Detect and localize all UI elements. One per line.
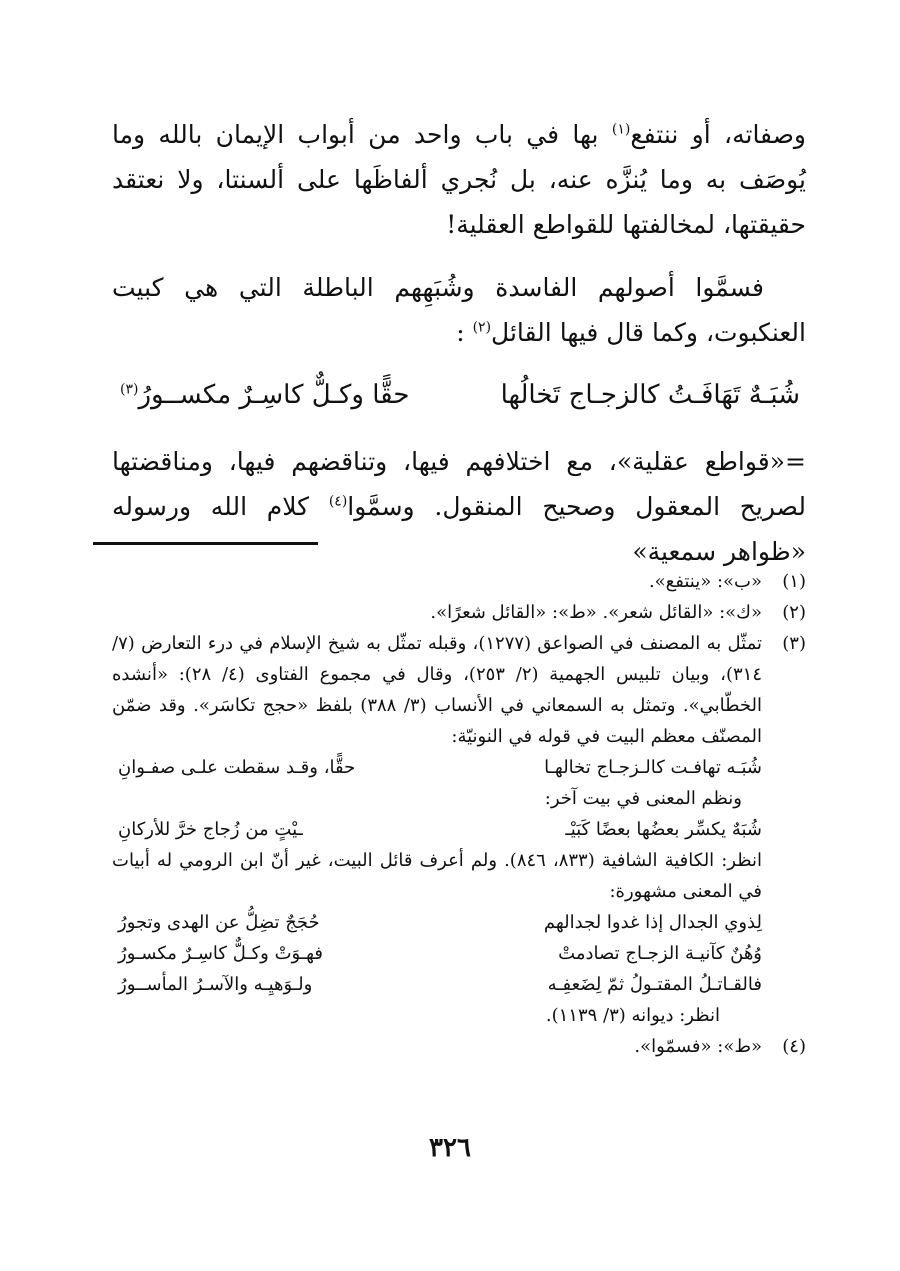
footnote-ref-1: (١): [611, 121, 631, 138]
verse-hemistich: حقًّا، وقـد سقطت علـى صفـوانِ: [118, 757, 356, 778]
footnote-number: (٤): [782, 1036, 806, 1057]
verse-hemistich: فالقـاتـلُ المقتـولُ ثمّ لِضَعفِـه: [547, 974, 762, 995]
paragraph-1-text-a: وصفاته، أو ننتفع: [630, 120, 807, 149]
footnotes: [112, 566, 806, 1062]
verse-second-hemistich: حقًّا وكـلٌّ كاسِـرٌ مكســورُ: [138, 380, 410, 410]
footnote-4: [112, 1031, 806, 1062]
footnote-1: [112, 566, 806, 597]
footnote-verse: [112, 938, 762, 969]
paragraph-2-text-b: :: [456, 318, 473, 347]
verse-hemistich: ـيْتٍ من زُجاج خرَّ للأركانِ: [118, 819, 303, 840]
verse-hemistich: ولـوَهيِـه والآسـرُ المأســورُ: [118, 974, 313, 995]
footnote-ref-2: (٢): [472, 319, 492, 336]
footnote-verse: [112, 969, 762, 1000]
footnote-text: «ك»: «القائل شعر». «ط»: «القائل شعرًا».: [430, 602, 762, 623]
paragraph-1: [112, 112, 806, 247]
verse-second-hemistich-wrap: [120, 371, 409, 419]
paragraph-2-text-a: فسمَّوا أصولهم الفاسدة وشُبَهِهم الباطلة التي هي كبيت العنكبوت، وكما قال فيها القائل: [112, 273, 806, 347]
verse-hemistich: شُبَهٌ يكسِّر بعضُها بعضًا كَبَيْـ: [565, 819, 762, 840]
footnote-number: (٣): [782, 633, 806, 654]
footnote-verse: [112, 752, 762, 783]
footnote-verse: [112, 907, 762, 938]
verse-first-hemistich: شُبَـهٌ تَهَافَـتُ كالزجـاج تَخالُها: [500, 380, 800, 410]
footnote-text: «ب»: «ينتفع».: [648, 571, 762, 592]
footnote-number: (١): [782, 571, 806, 592]
verse-hemistich: حُجَجٌ تضِلُّ عن الهدى وتجورُ: [118, 912, 320, 933]
footnote-ref-4: (٤): [328, 493, 348, 510]
poem-verse: [112, 371, 806, 419]
footnote-text: انظر: الكافية الشافية (٨٣٣، ٨٤٦). ولم أعرف قائل البيت، غير أنّ ابن الرومي له أبيات في المعنى مشهورة:: [112, 850, 763, 902]
verse-hemistich: فهـوَتْ وكـلٌّ كاسِـرٌ مكسـورُ: [118, 943, 323, 964]
footnote-separator: [93, 542, 318, 545]
footnote-2: [112, 597, 806, 628]
footnote-number: (٢): [782, 602, 806, 623]
verse-hemistich: وُهُنٌ كآنيـة الزجـاج تصادمتْ: [558, 943, 762, 964]
footnote-text: تمثّل به المصنف في الصواعق (١٢٧٧)، وقبله تمثّل به شيخ الإسلام في درء التعارض (٧/ ٣١٤)، وبيان تلبيس الجهمية (٢/ ٢٥٣)، وقال في مجموع الفتاوى (٤/ ٢٨): «أنشده الخطّابي». وتمثل به السمعاني في الأنساب (٣/ ٣٨٨) بلفظ «حجج تكاسَر». وقد ضمّن المصنّف معظم البيت في قوله في النونيّة:: [112, 633, 763, 747]
page-number: ٣٢٦: [429, 1133, 471, 1163]
footnote-text: «ط»: «فسمّوا».: [634, 1036, 762, 1057]
paragraph-3-text-b: كلام الله ورسوله «ظواهر سمعية»: [112, 492, 806, 566]
verse-hemistich: شُبَـه تهافـت كالـزجـاج تخالهـا: [544, 757, 762, 778]
footnote-ref-3: (٣): [120, 381, 139, 398]
paragraph-3-text-a: =«قواطع عقلية»، مع اختلافهم فيها، وتناقضهم فيها، ومناقضتها لصريح المعقول وصحيح المنقول. وسمَّوا: [112, 447, 806, 521]
paragraph-2: [112, 265, 806, 355]
paragraph-3: [112, 439, 806, 574]
footnote-text: ونظم المعنى في بيت آخر:: [544, 788, 742, 809]
footnote-verse: [112, 814, 762, 845]
main-text: [112, 112, 806, 574]
paragraph-1-text-b: بها في باب واحد من أبواب الإيمان بالله وما يُوصَف به وما يُنزَّه عنه، بل نُجري ألفاظَها على ألسنتا، ولا نعتقد حقيقتها، لمخالفتها للقواطع العقلية!: [112, 120, 806, 239]
verse-hemistich: لِذوي الجدال إذا غدوا لجدالهم: [543, 912, 762, 933]
footnote-3: [112, 628, 806, 1031]
footnote-text: انظر: ديوانه (٣/ ١١٣٩).: [545, 1005, 720, 1026]
